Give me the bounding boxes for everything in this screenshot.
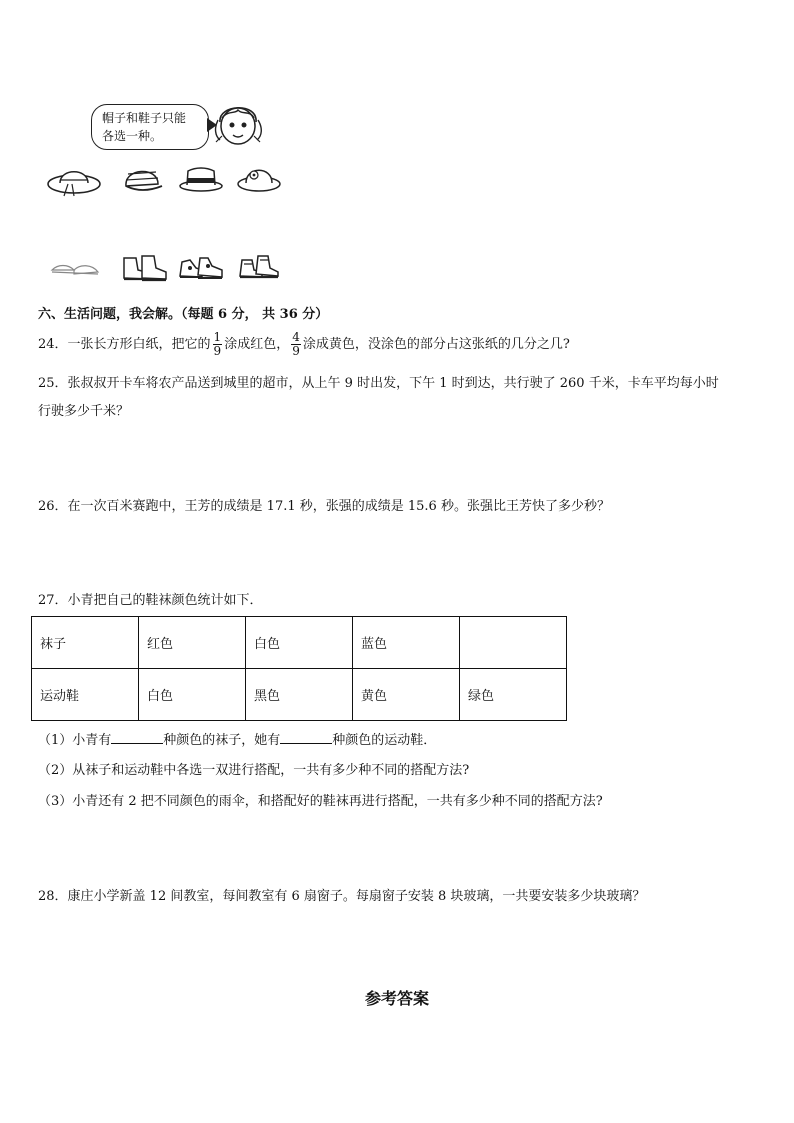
- kids-shoes-icon: [236, 250, 282, 282]
- question-26: 26．在一次百米赛跑中，王芳的成绩是 17.1 秒，张强的成绩是 15.6 秒。张强比王芳快了多少秒？: [38, 499, 610, 514]
- question-25-line-1: 25．张叔叔开卡车将农产品送到城里的超市，从上午 9 时出发，下午 1 时到达，共行驶了 260 千米，卡车平均每小时: [38, 376, 719, 391]
- question-27-sub-2: （2）从袜子和运动鞋中各选一双进行搭配，一共有多少种不同的搭配方法?: [38, 763, 470, 778]
- sub1-part-c: 种颜色的运动鞋．: [332, 733, 437, 748]
- frac2-num: 4: [292, 330, 300, 344]
- table-row: [32, 617, 567, 669]
- question-27-sub-1: [38, 731, 436, 750]
- fedora-hat-icon: [178, 164, 224, 194]
- question-27-intro: 27．小青把自己的鞋袜颜色统计如下．: [38, 593, 263, 608]
- table-cell: 黄色: [353, 669, 460, 721]
- table-cell: 白色: [246, 617, 353, 669]
- fraction-one-ninth: [213, 331, 223, 358]
- bubble-line-1: 帽子和鞋子只能: [102, 111, 187, 125]
- table-cell: 蓝色: [353, 617, 460, 669]
- flower-hat-icon: [236, 162, 282, 194]
- answer-blank[interactable]: [111, 731, 163, 744]
- table-cell: 白色: [139, 669, 246, 721]
- sub1-part-b: 种颜色的袜子，她有: [163, 733, 281, 748]
- table-cell: 红色: [139, 617, 246, 669]
- question-27-sub-3: （3）小青还有 2 把不同颜色的雨伞，和搭配好的鞋袜再进行搭配，一共有多少种不同的搭配方法?: [38, 794, 603, 809]
- frac1-den: 9: [213, 344, 222, 358]
- answer-blank[interactable]: [280, 731, 332, 744]
- q24-mid: 涂成红色，: [224, 337, 290, 352]
- girl-face-icon: [212, 98, 264, 154]
- question-24: [38, 328, 570, 362]
- table-cell: 运动鞋: [32, 669, 139, 721]
- baseball-cap-icon: [120, 162, 164, 196]
- table-cell: 袜子: [32, 617, 139, 669]
- speech-bubble: [91, 104, 209, 150]
- table-row: [32, 669, 567, 721]
- fraction-four-ninths: [291, 331, 301, 358]
- wide-brim-hat-icon: [46, 162, 102, 198]
- answers-title: 参考答案: [364, 989, 429, 1008]
- q24-suffix: 涂成黄色，没涂色的部分占这张纸的几分之几?: [302, 337, 570, 352]
- section-heading: 六、生活问题，我会解。（每题 6 分， 共 36 分）: [38, 307, 329, 322]
- sneakers-icon: [176, 250, 226, 282]
- color-stats-table: [31, 616, 567, 721]
- q24-prefix: 24．一张长方形白纸，把它的: [38, 337, 211, 352]
- question-28: 28．康庄小学新盖 12 间教室，每间教室有 6 扇窗子。每扇窗子安装 8 块玻璃，一共要安装多少块玻璃？: [38, 889, 646, 904]
- sub1-part-a: （1）小青有: [38, 733, 112, 748]
- boots-icon: [118, 250, 170, 284]
- bubble-line-2: 各选一种。: [102, 129, 163, 143]
- frac2-den: 9: [292, 344, 300, 358]
- question-25-line-2: 行驶多少千米？: [38, 404, 130, 419]
- sandal-icon: [48, 256, 102, 280]
- table-cell: [460, 617, 567, 669]
- frac1-num: 1: [213, 330, 222, 344]
- table-cell: 绿色: [460, 669, 567, 721]
- table-cell: 黑色: [246, 669, 353, 721]
